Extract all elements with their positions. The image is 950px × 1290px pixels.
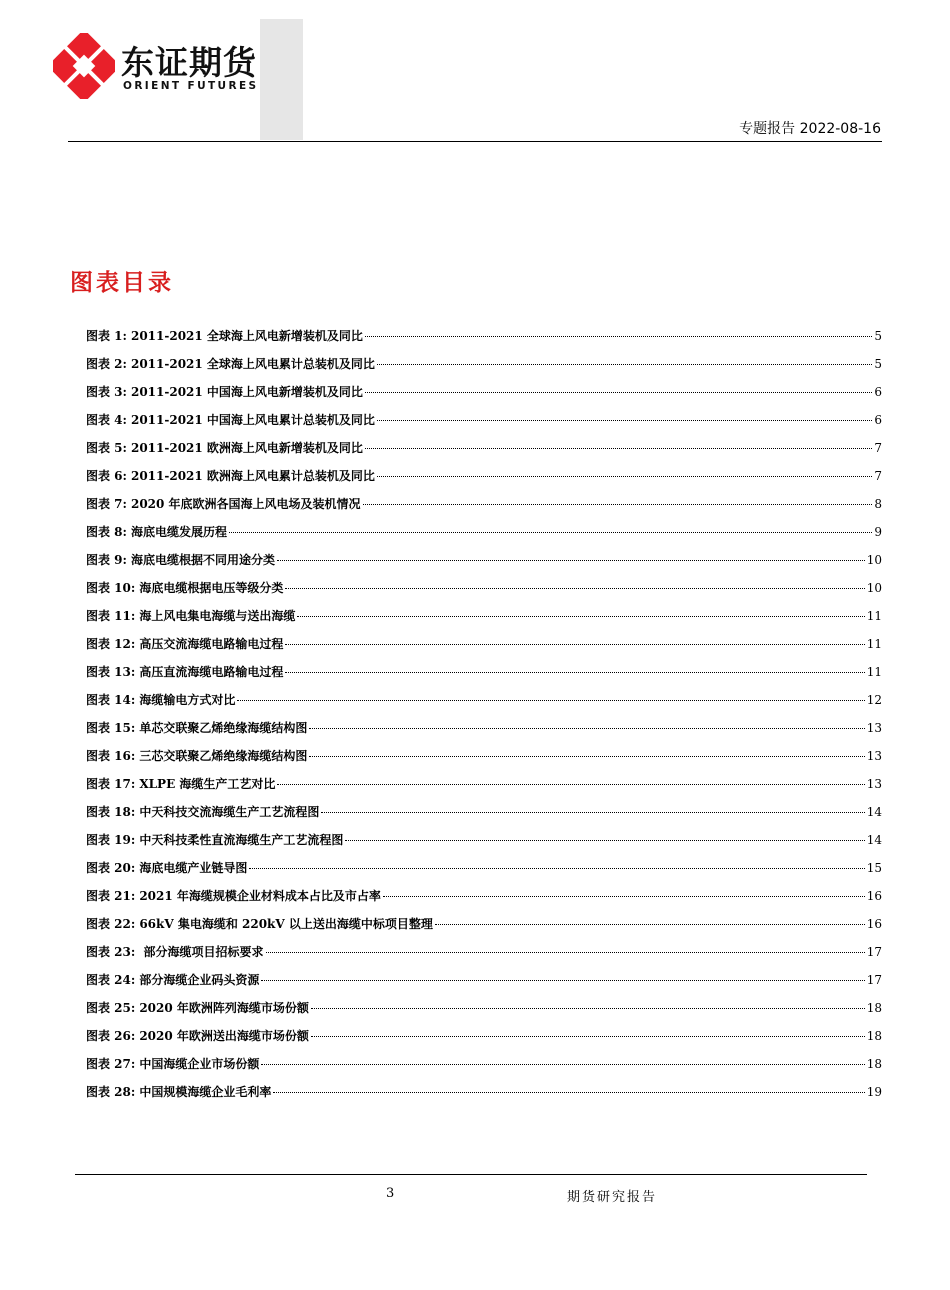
toc-entry-page: 7 (874, 469, 882, 483)
toc-entry-text (86, 1078, 271, 1106)
toc-entry-label: 图表 25: (86, 1001, 136, 1015)
company-logo (53, 33, 259, 99)
toc-entry-text (86, 462, 375, 490)
toc-entry-page: 19 (866, 1085, 882, 1099)
toc-entry-label: 图表 28: (86, 1085, 136, 1099)
toc-entry-title: 2021 年海缆规模企业材料成本占比及市占率 (139, 889, 381, 903)
toc-entry-text (86, 434, 363, 462)
toc-entry-label: 图表 21: (86, 889, 136, 903)
toc-entry-title: 海底电缆发展历程 (130, 525, 227, 539)
toc-entry-page: 15 (866, 861, 882, 875)
toc-entry-page: 16 (866, 917, 882, 931)
toc-entry-page: 13 (866, 721, 882, 735)
toc-dot-leader (261, 1064, 864, 1065)
toc-entry-label: 图表 9: (86, 553, 127, 567)
toc-entry-title: 中天科技交流海缆生产工艺流程图 (139, 805, 320, 819)
toc-dot-leader (309, 728, 864, 729)
toc-entry[interactable] (86, 434, 882, 462)
logo-chinese-name: 东证期货 (121, 43, 257, 82)
toc-entry-title: 海上风电集电海缆与送出海缆 (139, 609, 296, 623)
toc-entry[interactable] (86, 490, 882, 518)
toc-dot-leader (377, 476, 872, 477)
toc-entry-page: 10 (866, 581, 882, 595)
toc-dot-leader (285, 672, 864, 673)
toc-entry-text (86, 854, 247, 882)
toc-entry-label: 图表 1: (86, 329, 127, 343)
toc-entry[interactable] (86, 658, 882, 686)
toc-entry-text (86, 966, 259, 994)
report-date: 2022-08-16 (799, 121, 881, 137)
toc-dot-leader (249, 868, 864, 869)
toc-entry-page: 12 (866, 693, 882, 707)
toc-entry-title: 2020 年欧洲阵列海缆市场份额 (139, 1001, 309, 1015)
toc-entry-text (86, 406, 375, 434)
toc-entry-title: 海底电缆产业链导图 (139, 861, 248, 875)
toc-entry[interactable] (86, 770, 882, 798)
toc-entry-page: 17 (866, 973, 882, 987)
toc-entry-text (86, 574, 283, 602)
toc-entry-label: 图表 10: (86, 581, 136, 595)
toc-entry-title: 海缆输电方式对比 (139, 693, 236, 707)
toc-entry-title: 66kV 集电海缆和 220kV 以上送出海缆中标项目整理 (139, 917, 433, 931)
toc-entry[interactable] (86, 882, 882, 910)
toc-entry[interactable] (86, 1050, 882, 1078)
toc-entry-text (86, 770, 275, 798)
toc-entry-page: 10 (866, 553, 882, 567)
toc-dot-leader (311, 1008, 865, 1009)
toc-dot-leader (273, 1092, 864, 1093)
toc-entry[interactable] (86, 378, 882, 406)
toc-entry-text (86, 546, 275, 574)
toc-entry-page: 18 (866, 1057, 882, 1071)
toc-entry-title: 单芯交联聚乙烯绝缘海缆结构图 (139, 721, 308, 735)
toc-dot-leader (285, 588, 864, 589)
toc-entry-page: 5 (874, 357, 882, 371)
header-divider (68, 141, 882, 142)
toc-entry-page: 5 (874, 329, 882, 343)
toc-entry-text (86, 322, 363, 350)
toc-entry-label: 图表 23: (86, 945, 136, 959)
toc-entry-label: 图表 14: (86, 693, 136, 707)
toc-entry[interactable] (86, 854, 882, 882)
toc-entry-text (86, 1050, 259, 1078)
toc-entry-page: 14 (866, 805, 882, 819)
toc-entry-page: 7 (874, 441, 882, 455)
toc-entry[interactable] (86, 826, 882, 854)
toc-entry-title: 中天科技柔性直流海缆生产工艺流程图 (139, 833, 344, 847)
toc-entry-title: 2011-2021 欧洲海上风电新增装机及同比 (130, 441, 363, 455)
toc-dot-leader (363, 504, 872, 505)
toc-entry-label: 图表 12: (86, 637, 136, 651)
toc-dot-leader (365, 336, 872, 337)
toc-dot-leader (435, 924, 865, 925)
toc-entry[interactable] (86, 910, 882, 938)
toc-entry[interactable] (86, 602, 882, 630)
toc-entry-label: 图表 24: (86, 973, 136, 987)
toc-entry-title: 高压交流海缆电路输电过程 (139, 637, 284, 651)
toc-entry-title: 海底电缆根据电压等级分类 (139, 581, 284, 595)
toc-entry-text (86, 714, 307, 742)
toc-entry-page: 18 (866, 1001, 882, 1015)
toc-entry-text (86, 910, 433, 938)
toc-entry-text (86, 798, 319, 826)
toc-entry-text (86, 378, 363, 406)
toc-entry-title: 2011-2021 全球海上风电累计总装机及同比 (130, 357, 375, 371)
toc-entry-title: 高压直流海缆电路输电过程 (139, 665, 284, 679)
toc-entry-text (86, 350, 375, 378)
toc-entry-text (86, 994, 309, 1022)
toc-entry-page: 11 (866, 665, 882, 679)
toc-entry-label: 图表 16: (86, 749, 136, 763)
toc-dot-leader (377, 364, 872, 365)
report-type: 专题报告 (739, 121, 796, 137)
toc-entry[interactable] (86, 574, 882, 602)
toc-entry-label: 图表 7: (86, 497, 127, 511)
toc-entry[interactable] (86, 546, 882, 574)
toc-list (86, 322, 882, 1106)
toc-entry-page: 11 (866, 609, 882, 623)
toc-entry[interactable] (86, 938, 882, 966)
toc-entry-title: 2011-2021 全球海上风电新增装机及同比 (130, 329, 363, 343)
toc-entry-page: 8 (874, 497, 882, 511)
toc-entry[interactable] (86, 1078, 882, 1106)
toc-entry[interactable] (86, 994, 882, 1022)
toc-title: 图表目录 (70, 269, 174, 296)
toc-entry[interactable] (86, 966, 882, 994)
toc-entry-page: 14 (866, 833, 882, 847)
toc-dot-leader (309, 756, 864, 757)
toc-entry-text (86, 826, 343, 854)
toc-dot-leader (266, 952, 865, 953)
toc-entry-page: 6 (874, 413, 882, 427)
toc-entry-page: 6 (874, 385, 882, 399)
toc-entry[interactable] (86, 798, 882, 826)
toc-entry-title: 2020 年底欧洲各国海上风电场及装机情况 (130, 497, 361, 511)
toc-entry-label: 图表 11: (86, 609, 136, 623)
toc-entry-title: 2011-2021 中国海上风电新增装机及同比 (130, 385, 363, 399)
toc-entry-title: 中国海缆企业市场份额 (139, 1057, 260, 1071)
toc-dot-leader (297, 616, 864, 617)
footer-divider (75, 1174, 867, 1175)
toc-entry[interactable] (86, 350, 882, 378)
toc-entry-title: 中国规模海缆企业毛利率 (139, 1085, 272, 1099)
toc-entry-page: 16 (866, 889, 882, 903)
toc-entry-page: 13 (866, 749, 882, 763)
toc-entry-label: 图表 5: (86, 441, 127, 455)
toc-dot-leader (377, 420, 872, 421)
toc-dot-leader (277, 784, 864, 785)
toc-entry-page: 11 (866, 637, 882, 651)
toc-entry[interactable] (86, 714, 882, 742)
toc-entry-page: 18 (866, 1029, 882, 1043)
toc-entry-title: 部分海缆企业码头资源 (139, 973, 260, 987)
toc-entry-label: 图表 2: (86, 357, 127, 371)
toc-entry-label: 图表 22: (86, 917, 136, 931)
toc-entry[interactable] (86, 406, 882, 434)
toc-entry-title: 2020 年欧洲送出海缆市场份额 (139, 1029, 309, 1043)
toc-entry-title: 部分海缆项目招标要求 (139, 945, 264, 959)
toc-dot-leader (277, 560, 865, 561)
toc-entry-label: 图表 19: (86, 833, 136, 847)
toc-dot-leader (321, 812, 864, 813)
toc-entry-text (86, 602, 295, 630)
toc-entry-label: 图表 13: (86, 665, 136, 679)
toc-entry-label: 图表 27: (86, 1057, 136, 1071)
toc-entry-text (86, 686, 235, 714)
toc-entry-label: 图表 18: (86, 805, 136, 819)
toc-entry-text (86, 742, 307, 770)
toc-entry-text (86, 658, 283, 686)
toc-entry-label: 图表 20: (86, 861, 136, 875)
toc-entry[interactable] (86, 630, 882, 658)
toc-entry-label: 图表 3: (86, 385, 127, 399)
toc-entry[interactable] (86, 322, 882, 350)
toc-entry[interactable] (86, 742, 882, 770)
toc-entry-title: 三芯交联聚乙烯绝缘海缆结构图 (139, 749, 308, 763)
toc-entry-label: 图表 4: (86, 413, 127, 427)
logo-english-name: ORIENT FUTURES (123, 80, 259, 92)
toc-entry-text (86, 882, 381, 910)
toc-dot-leader (285, 644, 864, 645)
toc-entry-label: 图表 8: (86, 525, 127, 539)
toc-dot-leader (237, 700, 864, 701)
toc-dot-leader (345, 840, 864, 841)
toc-entry[interactable] (86, 686, 882, 714)
toc-entry-title: 2011-2021 中国海上风电累计总装机及同比 (130, 413, 375, 427)
toc-entry-title: 2011-2021 欧洲海上风电累计总装机及同比 (130, 469, 375, 483)
toc-entry-text (86, 518, 227, 546)
toc-entry-page: 17 (866, 945, 882, 959)
toc-entry-text (86, 630, 283, 658)
toc-dot-leader (229, 532, 872, 533)
toc-entry-text (86, 938, 264, 966)
toc-entry-label: 图表 15: (86, 721, 136, 735)
toc-entry[interactable] (86, 1022, 882, 1050)
toc-entry-label: 图表 6: (86, 469, 127, 483)
toc-dot-leader (365, 448, 872, 449)
toc-entry-page: 13 (866, 777, 882, 791)
toc-entry[interactable] (86, 518, 882, 546)
toc-entry-text (86, 1022, 309, 1050)
toc-dot-leader (261, 980, 864, 981)
header-gray-strip (260, 19, 303, 140)
toc-entry-label: 图表 26: (86, 1029, 136, 1043)
footer-label: 期货研究报告 (567, 1190, 658, 1205)
report-meta (739, 118, 881, 138)
toc-entry-text (86, 490, 361, 518)
toc-entry[interactable] (86, 462, 882, 490)
toc-entry-title: 海底电缆根据不同用途分类 (130, 553, 275, 567)
toc-entry-page: 9 (874, 525, 882, 539)
toc-dot-leader (383, 896, 865, 897)
footer-page-number: 3 (386, 1186, 395, 1201)
toc-entry-title: XLPE 海缆生产工艺对比 (139, 777, 276, 791)
toc-dot-leader (365, 392, 872, 393)
toc-entry-label: 图表 17: (86, 777, 136, 791)
logo-mark-icon (53, 33, 115, 99)
toc-dot-leader (311, 1036, 865, 1037)
